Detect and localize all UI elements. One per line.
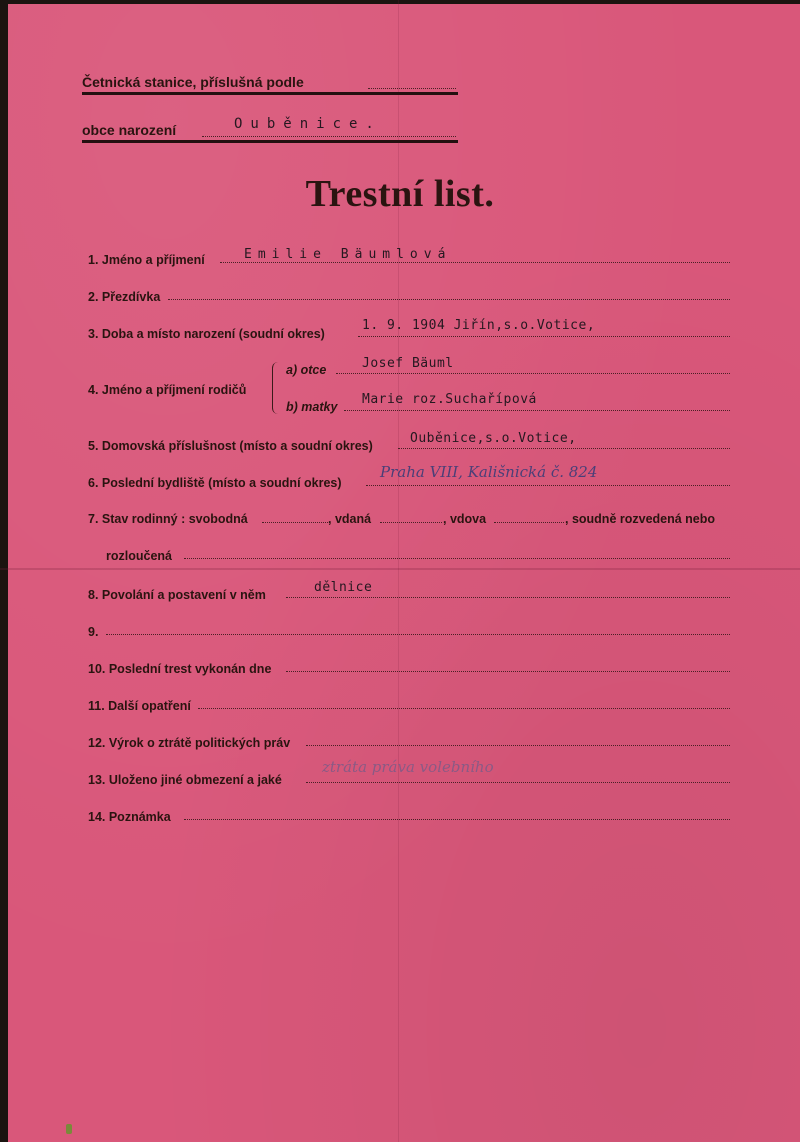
parents-brace — [272, 362, 279, 414]
birth-municipality-label: obce narození — [82, 122, 177, 138]
field-4-label: 4. Jméno a příjmení rodičů — [88, 383, 247, 397]
field-8-value: dělnice — [314, 580, 373, 595]
field-2-line — [168, 299, 730, 300]
page-title: Trestní list. — [305, 173, 495, 215]
field-8-line — [286, 597, 730, 598]
separated-line — [184, 558, 730, 559]
field-10-label: 10. Poslední trest vykonán dne — [88, 662, 272, 676]
separated-label: rozloučená — [106, 549, 172, 563]
field-6-handwritten-value: Praha VIII, Kališnická č. 824 — [380, 463, 598, 481]
field-5-value: Ouběnice,s.o.Votice, — [410, 431, 577, 446]
field-1-value: Emilie Bäumlová — [244, 247, 452, 262]
married-label: , vdaná — [328, 512, 372, 526]
field-1-label: 1. Jméno a příjmení — [88, 253, 205, 267]
field-2-label: 2. Přezdívka — [88, 290, 161, 304]
single-line — [262, 522, 328, 523]
field-6-label: 6. Poslední bydliště (místo a soudní okres) — [88, 476, 342, 490]
mother-value: Marie roz.Suchařípová — [362, 392, 537, 407]
birth-municipality-value: Ouběnice. — [234, 116, 382, 132]
father-value: Josef Bäuml — [362, 356, 454, 371]
horizontal-fold-crease — [0, 568, 800, 570]
field-11-line — [198, 708, 730, 709]
field-3-line — [358, 336, 730, 337]
field-7-label: 7. Stav rodinný : svobodná — [88, 512, 248, 526]
field-5-line — [398, 448, 730, 449]
station-label: Četnická stanice, příslušná podle — [82, 74, 304, 90]
field-3-label: 3. Doba a místo narození (soudní okres) — [88, 327, 325, 341]
field-14-line — [184, 819, 730, 820]
field-10-line — [286, 671, 730, 672]
field-3-value: 1. 9. 1904 Jiřín,s.o.Votice, — [362, 318, 596, 333]
father-label: a) otce — [286, 363, 327, 377]
field-12-label: 12. Výrok o ztrátě politických práv — [88, 736, 291, 750]
mother-line — [344, 410, 730, 411]
field-5-label: 5. Domovská příslušnost (místo a soudní okres) — [88, 439, 373, 453]
field-9-label: 9. — [88, 625, 99, 639]
married-line — [380, 522, 442, 523]
birth-municipality-dotted-line — [202, 136, 456, 137]
field-12-line — [306, 745, 730, 746]
father-line — [336, 373, 730, 374]
widowed-line — [494, 522, 564, 523]
station-underline — [82, 92, 458, 95]
divorced-label: , soudně rozvedená nebo — [565, 512, 716, 526]
field-13-handwritten-value: ztráta práva volebního — [322, 758, 494, 776]
field-11-label: 11. Další opatření — [88, 699, 191, 713]
paper-stain — [66, 1124, 72, 1134]
field-9-line — [106, 634, 730, 635]
field-13-line — [306, 782, 730, 783]
mother-label: b) matky — [286, 400, 338, 414]
field-6-line — [366, 485, 730, 486]
field-14-label: 14. Poznámka — [88, 810, 171, 824]
field-1-line — [220, 262, 730, 263]
birth-municipality-underline — [82, 140, 458, 143]
field-13-label: 13. Uloženo jiné obmezení a jaké — [88, 773, 282, 787]
widowed-label: , vdova — [443, 512, 487, 526]
field-8-label: 8. Povolání a postavení v něm — [88, 588, 266, 602]
station-dotted-line — [368, 88, 456, 89]
